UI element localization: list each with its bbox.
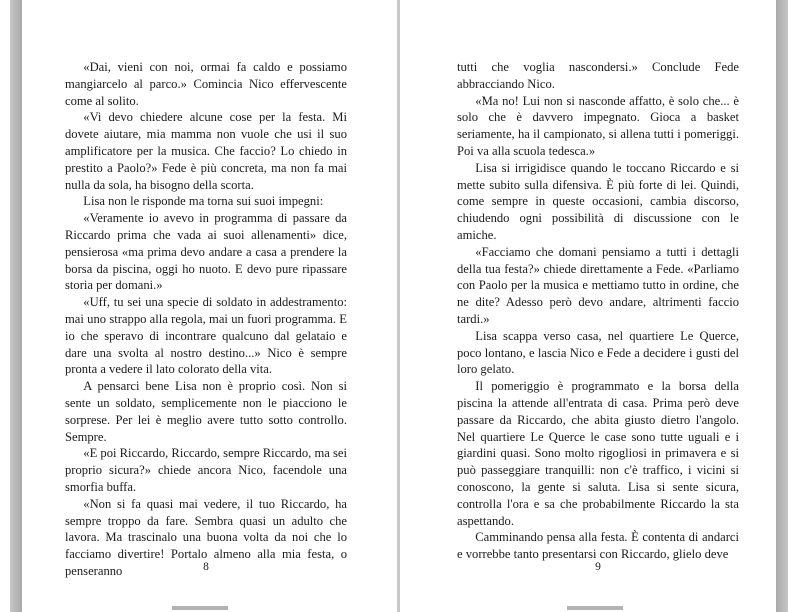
paragraph: «E poi Riccardo, Riccardo, sempre Riccardo, ma sei proprio sicura?» chiede ancora Nico, facendole una smorfia buffa. — [65, 446, 347, 494]
paragraph: Camminando pensa alla festa. È contenta di andarci e vorrebbe tanto presentarsi con Riccardo, glielo deve — [457, 530, 739, 562]
paragraph: «Dai, vieni con noi, ormai fa caldo e possiamo mangiarcelo al parco.» Comincia Nico effervescente come al solito. — [65, 60, 347, 108]
paragraph: «Vi devo chiedere alcune cose per la festa. Mi dovete aiutare, mia mamma non vuole che usi il suo amplificatore per la musica. Che faccio? Lo chiedo in prestito a Paolo?» Fede è più concreta, ma non fa mai nulla da sola, ha bisogno della scorta. — [65, 110, 347, 192]
paragraph: Lisa non le risponde ma torna sui suoi impegni: — [83, 194, 324, 209]
page-right-text — [457, 59, 739, 563]
previous-page-edge — [10, 0, 22, 612]
paragraph: A pensarci bene Lisa non è proprio così. Non si sente un soldato, semplicemente non le piacciono le sorprese. Per lei è meglio avere tutto sotto controllo. Sempre. — [65, 379, 347, 444]
paragraph: Il pomeriggio è programmato e la borsa della piscina la attende all'entrata di casa. Prima però deve passare da Riccardo, che abita giusto dietro l'angolo. Nel quartiere Le Querce le case sono tutte uguali e i giardini quasi. Sono molto rigogliosi in primavera e si può passeggiare tranquilli: non c'è traffico, i vicini si conoscono, la gente si saluta. Lisa si sente sicura, controlla l'ora e sa che probabilmente Riccardo la sta aspettando. — [457, 379, 739, 528]
paragraph: «Ma no! Lui non si nasconde affatto, è solo che... è solo che è davvero impegnato. Gioca a basket seriamente, ha il campionato, si allena tutti i pomeriggi. Poi va alla scuola tedesca.» — [457, 93, 739, 158]
paragraph: «Veramente io avevo in programma di passare da Riccardo prima che vada ai suoi allenamenti» dice, pensierosa «ma prima devo andare a casa a prendere la borsa da piscina, oggi ho nuoto. E devo pure ripassare storia per domani.» — [65, 211, 347, 293]
page-stack-edge-left — [172, 606, 228, 610]
paragraph: «Facciamo che domani pensiamo a tutti i dettagli della tua festa?» chiede direttamente a Fede. «Parliamo con Paolo per la musica e mettiamo tutto in ordine, che ne dite? Adesso però devo andare, altrimenti faccio tardi.» — [457, 244, 739, 326]
paragraph: «Uff, tu sei una specie di soldato in addestramento: mai uno strappo alla regola, mai un fuori programma. E io che speravo di incontrare qualcuno dal gelataio e dare una svolta al nostro destino...» Nico è sempre pronta a vedere il lato colorato della vita. — [65, 295, 347, 377]
next-page-edge — [776, 0, 788, 612]
paragraph: Lisa si irrigidisce quando le toccano Riccardo e si mette subito sulla difensiva. È più forte di lei. Quindi, come sempre in queste occasioni, cambia discorso, chiudendo ogni possibilità di discussione con le amiche. — [457, 160, 739, 242]
paragraph: «Non si fa quasi mai vedere, il tuo Riccardo, ha sempre troppo da fare. Sembra quasi un adulto che lavora. Ma trascinalo una buona volta da noi che lo facciamo divertire! Portalo almeno alla mia festa, o penseranno — [65, 496, 347, 578]
paragraph: Lisa scappa verso casa, nel quartiere Le Querce, poco lontano, e lascia Nico e Fede a decidere i gusti del loro gelato. — [457, 328, 739, 377]
paragraph-continuation: tutti che voglia nascondersi.» Conclude Fede abbracciando Nico. — [457, 60, 739, 91]
page-left-text — [65, 59, 347, 580]
page-number-right: 9 — [595, 561, 601, 573]
page-number-left: 8 — [203, 561, 209, 573]
page-stack-edge-right — [567, 606, 623, 610]
page-gutter-divider — [397, 0, 400, 612]
